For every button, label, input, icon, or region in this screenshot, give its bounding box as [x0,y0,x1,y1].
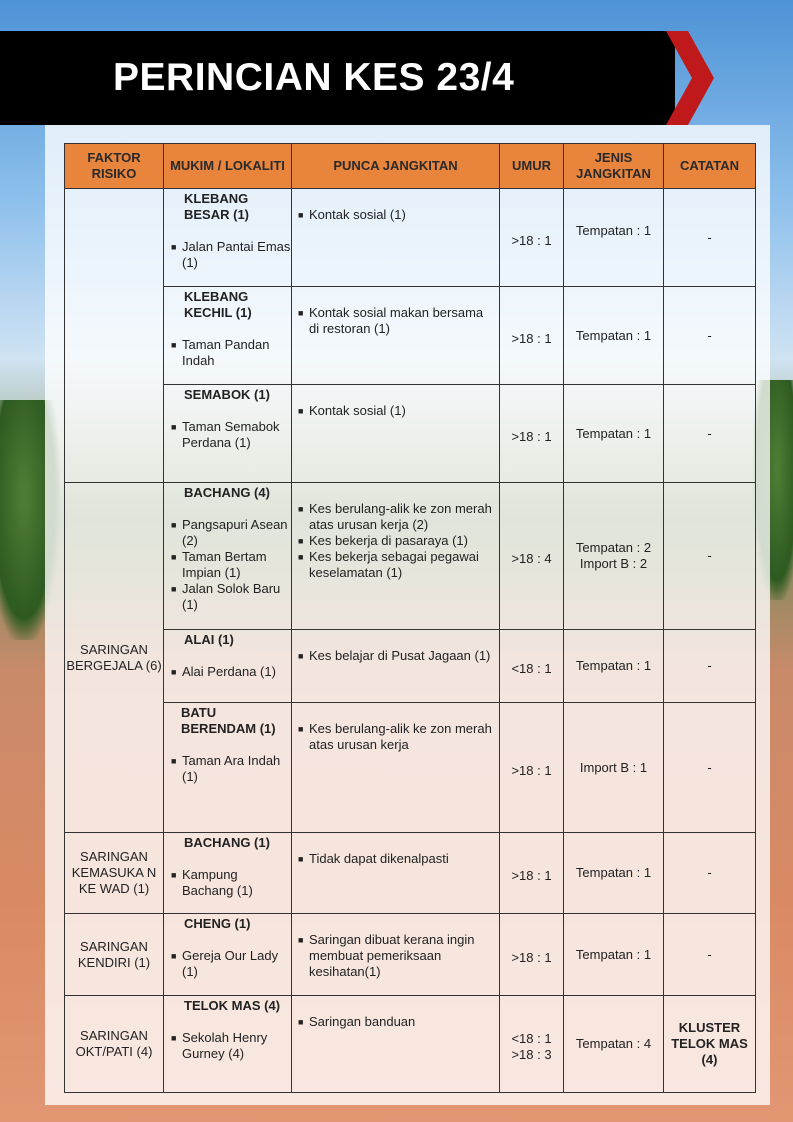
mukim-cell [164,630,292,703]
umur-cell [500,996,564,1093]
faktor-cell: SARINGAN KEMASUKA N KE WAD (1) [65,833,164,914]
mukim-name: BATU BERENDAM (1) [181,705,276,736]
lokaliti-item: ■ Sekolah Henry Gurney (4) [171,1030,268,1061]
mukim-cell [164,483,292,630]
punca-item: ■ Kontak sosial (1) [298,207,406,222]
table-row [65,833,756,914]
jenis-cell: Import B : 1 [564,703,664,833]
mukim-name: KLEBANG KECHIL (1) [184,289,252,320]
table-row [65,914,756,996]
table-header-row [65,144,756,189]
punca-item: ■ Kes bekerja sebagai pegawai keselamatan (1) [298,549,479,580]
punca-cell [292,630,500,703]
jenis-cell: Tempatan : 1 [564,189,664,287]
jenis-cell: Tempatan : 1 [564,385,664,483]
lokaliti-item: ■ Kampung Bachang (1) [171,867,253,898]
table-row [65,483,756,630]
punca-cell [292,703,500,833]
mukim-cell [164,189,292,287]
punca-cell [292,189,500,287]
jenis-cell: Tempatan : 1 [564,914,664,996]
lokaliti-item: ■ Taman Ara Indah (1) [171,753,281,784]
punca-cell [292,914,500,996]
mukim-name: CHENG (1) [184,916,251,931]
mukim-name: TELOK MAS (4) [184,998,281,1013]
lokaliti-item: ■ Jalan Solok Baru (1) [171,581,281,612]
catatan-cell: KLUSTER TELOK MAS (4) [664,996,756,1093]
umur-line: >18 : 3 [511,1047,552,1062]
col-header-punca: PUNCA JANGKITAN [292,144,500,189]
lokaliti-item: ■ Taman Bertam Impian (1) [171,549,267,580]
umur-cell: <18 : 1 [500,630,564,703]
lokaliti-item: ■ Gereja Our Lady (1) [171,948,279,979]
punca-item: ■ Kes berulang-alik ke zon merah atas urusan kerja (2) [298,501,492,532]
punca-item: ■ Tidak dapat dikenalpasti [298,851,449,866]
jenis-line: Tempatan : 2 [575,540,652,555]
catatan-cell: - [664,703,756,833]
umur-cell: >18 : 1 [500,287,564,385]
punca-cell [292,385,500,483]
punca-item: ■ Kes belajar di Pusat Jagaan (1) [298,648,491,663]
punca-item: ■ Kes bekerja di pasaraya (1) [298,533,468,548]
case-table [64,143,756,1093]
table-row [65,996,756,1093]
page-title: PERINCIAN KES 23/4 [113,56,515,99]
umur-cell: >18 : 1 [500,703,564,833]
punca-item: ■ Kes berulang-alik ke zon merah atas urusan kerja [298,721,492,752]
lokaliti-item: ■ Alai Perdana (1) [171,664,276,679]
jenis-cell [564,483,664,630]
catatan-cell: - [664,189,756,287]
col-header-faktor: FAKTOR RISIKO [65,144,164,189]
umur-cell: >18 : 1 [500,914,564,996]
mukim-name: SEMABOK (1) [184,387,270,402]
table-row [65,630,756,703]
table-row [65,385,756,483]
catatan-cell: - [664,630,756,703]
punca-item: ■ Kontak sosial makan bersama di restoran (1) [298,305,484,336]
jenis-cell: Tempatan : 1 [564,833,664,914]
umur-line: <18 : 1 [511,1031,552,1046]
mukim-name: BACHANG (4) [184,485,270,500]
jenis-cell: Tempatan : 1 [564,287,664,385]
umur-cell: >18 : 4 [500,483,564,630]
chevron-right-icon [666,31,714,125]
col-header-catatan: CATATAN [664,144,756,189]
umur-cell: >18 : 1 [500,189,564,287]
punca-item: ■ Saringan banduan [298,1014,416,1029]
faktor-cell: SARINGAN BERGEJALA (6) [65,483,164,833]
lokaliti-item: ■ Taman Semabok Perdana (1) [171,419,280,450]
table-row [65,189,756,287]
punca-item: ■ Kontak sosial (1) [298,403,406,418]
punca-item: ■ Saringan dibuat kerana ingin membuat pemeriksaan kesihatan(1) [298,932,475,979]
catatan-cell: - [664,385,756,483]
punca-cell [292,287,500,385]
faktor-cell: SARINGAN OKT/PATI (4) [65,996,164,1093]
catatan-cell: - [664,914,756,996]
mukim-name: ALAI (1) [184,632,234,647]
lokaliti-item: ■ Pangsapuri Asean (2) [171,517,288,548]
punca-cell [292,996,500,1093]
catatan-cell: - [664,833,756,914]
mukim-cell [164,996,292,1093]
col-header-umur: UMUR [500,144,564,189]
umur-cell: >18 : 1 [500,385,564,483]
col-header-mukim: MUKIM / LOKALITI [164,144,292,189]
punca-cell [292,483,500,630]
faktor-cell [65,189,164,483]
jenis-cell: Tempatan : 4 [564,996,664,1093]
mukim-cell [164,914,292,996]
umur-cell: >18 : 1 [500,833,564,914]
mukim-name: KLEBANG BESAR (1) [184,191,250,222]
jenis-cell: Tempatan : 1 [564,630,664,703]
col-header-jenis: JENIS JANGKITAN [564,144,664,189]
jenis-line: Import B : 2 [579,556,648,571]
lokaliti-item: ■ Jalan Pantai Emas (1) [171,239,291,270]
mukim-cell [164,703,292,833]
mukim-name: BACHANG (1) [184,835,270,850]
table-row [65,287,756,385]
catatan-cell: - [664,483,756,630]
punca-cell [292,833,500,914]
mukim-cell [164,385,292,483]
faktor-cell: SARINGAN KENDIRI (1) [65,914,164,996]
catatan-cell: - [664,287,756,385]
lokaliti-item: ■ Taman Pandan Indah [171,337,270,368]
mukim-cell [164,287,292,385]
table-row [65,703,756,833]
mukim-cell [164,833,292,914]
